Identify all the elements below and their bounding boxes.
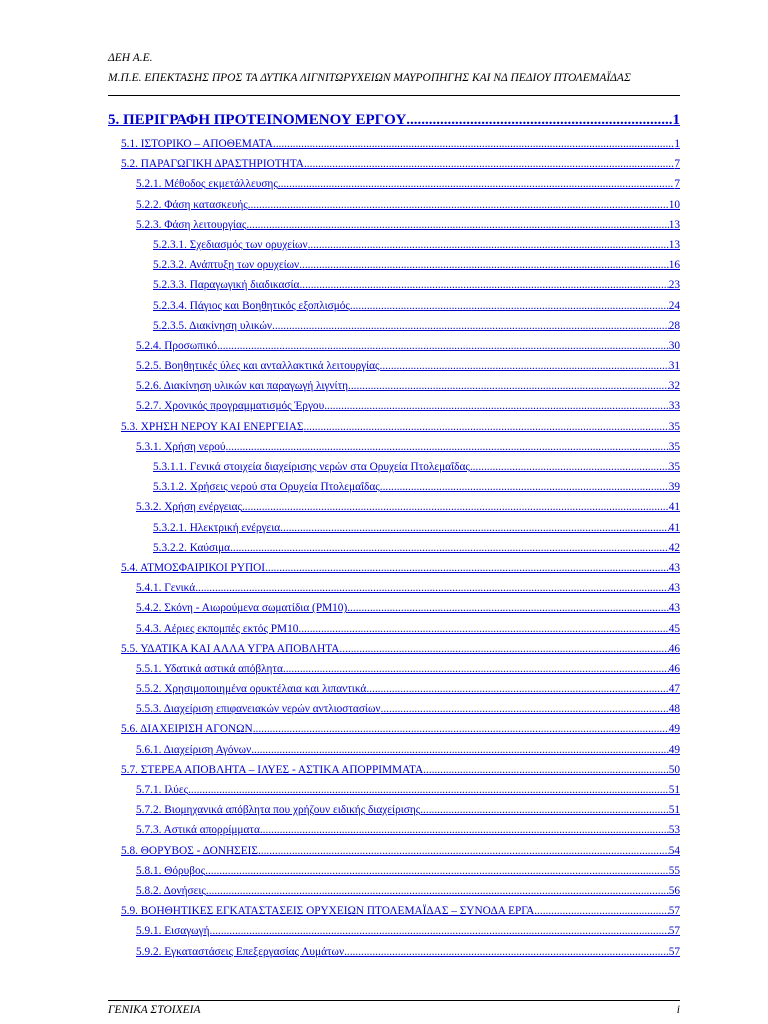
toc-leader-dots [283,659,669,679]
toc-entry-page: 28 [668,319,680,332]
toc-entry-page: 41 [668,521,680,534]
toc-entry-title: 5.3. ΧΡΗΣΗ ΝΕΡΟΥ ΚΑΙ ΕΝΕΡΓΕΙΑΣ [121,420,304,433]
toc-entry-title: 5.8.1. Θόρυβος [136,864,206,877]
toc-entry-page: 46 [668,662,680,675]
toc-entry[interactable] [108,679,680,699]
toc-entry[interactable] [108,760,680,780]
toc-entry-title: 5.7. ΣΤΕΡΕΑ ΑΠΟΒΛΗΤΑ – ΙΛΥΕΣ - ΑΣΤΙΚΑ ΑΠΟΡΡΙΜΜΑΤΑ [121,763,424,776]
toc-entry-title: 5.2.4. Προσωπικό [136,339,218,352]
header-company: ΔΕΗ Α.Ε. [108,52,153,64]
toc-entry-title: 5.4.2. Σκόνη - Αιωρούμενα σωματίδια (PM10) [136,602,348,615]
toc-entry[interactable] [108,497,680,517]
toc-entry[interactable] [108,316,680,336]
toc-entry[interactable] [108,457,680,477]
toc-entry-title: 5.2.7. Χρονικός προγραμματισμός Έργου [136,400,325,413]
toc-entry[interactable] [108,195,680,215]
toc-entry-title: 5.2.3. Φάση λειτουργίας [136,218,247,231]
toc-entry[interactable] [108,518,680,538]
toc-entry[interactable] [108,108,680,134]
toc-entry[interactable] [108,659,680,679]
toc-entry-page: 53 [668,824,680,837]
toc-entry-title: 5.5.1. Υδατικά αστικά απόβλητα [136,662,283,675]
toc-entry-page: 7 [674,158,680,171]
toc-entry-page: 16 [668,259,680,272]
toc-entry-page: 33 [668,400,680,413]
footer-section-label: ΓΕΝΙΚΑ ΣΤΟΙΧΕΙΑ [108,1004,201,1016]
toc-entry-page: 35 [668,420,680,433]
toc-entry-page: 1 [674,138,680,150]
toc-leader-dots [205,861,669,881]
toc-leader-dots [258,841,669,861]
toc-leader-dots [188,780,669,800]
toc-entry-title: 5.2.3.5. Διακίνηση υλικών [153,319,272,332]
toc-leader-dots [324,396,669,416]
toc-entry-title: 5.8. ΘΟΡΥΒΟΣ - ΔΟΝΗΣΕΙΣ [121,844,258,857]
toc-entry[interactable] [108,841,680,861]
toc-leader-dots [248,195,669,215]
toc-entry-title: 5.1. ΙΣΤΟΡΙΚΟ – ΑΠΟΘΕΜΑΤΑ [121,138,273,150]
toc-entry[interactable] [108,235,680,255]
toc-leader-dots [299,275,668,295]
toc-leader-dots [366,679,668,699]
toc-entry[interactable] [108,619,680,639]
toc-entry[interactable] [108,881,680,901]
toc-entry-page: 48 [668,703,680,716]
toc-entry[interactable] [108,942,680,962]
toc-entry-page: 7 [674,178,680,191]
toc-leader-dots [260,820,669,840]
toc-entry-page: 35 [668,440,680,453]
toc-entry-page: 43 [668,561,680,574]
toc-leader-dots [280,518,669,538]
toc-leader-dots [344,942,669,962]
toc-entry[interactable] [108,437,680,457]
toc-leader-dots [210,921,669,941]
toc-entry-title: 5.3.2.2. Καύσιμα [153,541,231,554]
page-header [108,48,680,88]
toc-entry-page: 45 [668,622,680,635]
toc-entry-title: 5.2.6. Διακίνηση υλικών και παραγωγή λιγνίτη [136,380,349,393]
toc-entry-page: 13 [668,218,680,231]
toc-entry[interactable] [108,578,680,598]
toc-entry[interactable] [108,275,680,295]
toc-entry-title: 5.2. ΠΑΡΑΓΩΓΙΚΗ ΔΡΑΣΤΗΡΙΟΤΗΤΑ [121,158,304,171]
toc-entry-page: 32 [668,380,680,393]
toc-leader-dots [246,215,668,235]
toc-leader-dots [278,174,675,194]
toc-leader-dots [381,699,669,719]
toc-entry[interactable] [108,861,680,881]
toc-leader-dots [230,538,669,558]
toc-entry[interactable] [108,699,680,719]
toc-leader-dots [423,760,669,780]
toc-entry-title: 5.2.3.1. Σχεδιασμός των ορυχείων [153,238,308,251]
toc-leader-dots [195,578,669,598]
toc-leader-dots [347,598,668,618]
toc-entry[interactable] [108,296,680,316]
toc-entry[interactable] [108,921,680,941]
toc-entry-title: 5.3.2.1. Ηλεκτρική ενέργεια [153,521,281,534]
toc-entry-page: 31 [668,360,680,373]
toc-entry-page: 42 [668,541,680,554]
toc-leader-dots [308,235,669,255]
toc-entry-title: 5.6.1. Διαχείριση Αγόνων [136,743,252,756]
toc-leader-dots [242,497,669,517]
toc-entry-title: 5.3.2. Χρήση ενέργειας [136,501,242,514]
toc-entry-page: 10 [668,198,680,211]
toc-entry-page: 24 [668,299,680,312]
toc-entry[interactable] [108,719,680,739]
toc-entry-title: 5.7.2. Βιομηχανικά απόβλητα που χρήζουν ειδικής διαχείρισης [136,804,421,817]
toc-entry[interactable] [108,558,680,578]
toc-entry[interactable] [108,820,680,840]
toc-entry[interactable] [108,780,680,800]
toc-entry-title: 5.4.3. Αέριες εκπομπές εκτός PM10 [136,622,299,635]
toc-leader-dots [339,639,668,659]
toc-entry-title: 5.2.2. Φάση κατασκευής [136,198,248,211]
toc-entry-page: 35 [668,461,680,473]
footer-page-number: i [676,1004,680,1016]
toc-entry-title: 5.9.1. Εισαγωγή [136,925,210,938]
toc-entry-title: 5. ΠΕΡΙΓΡΑΦΗ ΠΡΟΤΕΙΝΟΜΕΝΟΥ ΕΡΓΟΥ [108,112,407,128]
table-of-contents [108,108,680,962]
toc-entry-page: 57 [668,905,680,918]
toc-entry-title: 5.4.1. Γενικά [136,582,196,595]
toc-entry-page: 57 [668,925,680,938]
toc-entry-title: 5.5.2. Χρησιμοποιημένα ορυκτέλαια και λιπαντικά [136,683,367,696]
toc-entry[interactable] [108,800,680,820]
toc-leader-dots [348,376,669,396]
toc-entry-title: 5.3.1.1. Γενικά στοιχεία διαχείρισης νερών στα Ορυχεία Πτολεμαΐδας [153,461,470,473]
toc-entry-title: 5.3.1.2. Χρήσεις νερού στα Ορυχεία Πτολεμαΐδας [153,481,380,494]
toc-entry-title: 5.3.1. Χρήση νερού [136,440,226,453]
toc-entry-page: 23 [668,279,680,292]
toc-entry[interactable] [108,255,680,275]
toc-entry[interactable] [108,417,680,437]
toc-entry-page: 46 [668,642,680,655]
page-footer [108,1004,680,1016]
toc-entry-page: 51 [668,804,680,817]
toc-entry-title: 5.9.2. Εγκαταστάσεις Επεξεργασίας Λυμάτων [136,945,345,958]
toc-entry-title: 5.2.3.2. Ανάπτυξη των ορυχείων [153,259,300,272]
toc-leader-dots [265,558,669,578]
toc-entry[interactable] [108,356,680,376]
toc-leader-dots [253,719,669,739]
toc-entry-title: 5.8.2. Δονήσεις [136,884,206,897]
toc-entry-title: 5.2.1. Μέθοδος εκμετάλλευσης [136,178,278,191]
toc-entry-page: 49 [668,723,680,736]
toc-leader-dots [251,740,669,760]
toc-entry-title: 5.7.1. Ιλύες [136,784,189,796]
toc-entry-page: 49 [668,743,680,756]
toc-entry-title: 5.2.5. Βοηθητικές ύλες και ανταλλακτικά λειτουργίας [136,360,380,373]
toc-leader-dots [406,108,672,132]
toc-entry-page: 50 [668,763,680,776]
toc-entry[interactable] [108,396,680,416]
toc-entry[interactable] [108,154,680,174]
toc-entry[interactable] [108,215,680,235]
toc-leader-dots [206,881,669,901]
toc-leader-dots [273,134,674,154]
toc-entry-page: 39 [668,481,680,494]
toc-entry-title: 5.5. ΥΔΑΤΙΚΑ ΚΑΙ ΑΛΛΑ ΥΓΡΑ ΑΠΟΒΛΗΤΑ [121,642,340,655]
toc-leader-dots [420,800,668,820]
toc-entry-page: 43 [668,582,680,595]
footer-divider [108,1000,680,1001]
toc-entry[interactable] [108,901,680,921]
toc-entry-page: 54 [668,844,680,857]
toc-leader-dots [470,457,669,477]
toc-leader-dots [304,154,674,174]
toc-entry-page: 47 [668,683,680,696]
toc-leader-dots [380,477,669,497]
toc-entry-page: 13 [668,238,680,251]
toc-entry-title: 5.6. ΔΙΑΧΕΙΡΙΣΗ ΑΓΟΝΩΝ [121,723,253,736]
toc-entry[interactable] [108,336,680,356]
toc-leader-dots [298,619,668,639]
toc-leader-dots [304,417,669,437]
toc-entry[interactable] [108,376,680,396]
toc-entry-title: 5.2.3.3. Παραγωγική διαδικασία [153,279,300,292]
toc-entry-page: 1 [672,112,680,128]
toc-leader-dots [350,296,669,316]
toc-entry-page: 56 [668,884,680,897]
toc-entry[interactable] [108,639,680,659]
toc-entry[interactable] [108,477,680,497]
toc-entry-page: 55 [668,864,680,877]
toc-entry[interactable] [108,538,680,558]
toc-leader-dots [380,356,669,376]
toc-leader-dots [299,255,669,275]
toc-leader-dots [272,316,669,336]
header-document-title: Μ.Π.Ε. ΕΠΕΚΤΑΣΗΣ ΠΡΟΣ ΤΑ ΔΥΤΙΚΑ ΛΙΓΝΙΤΩΡΥΧΕΙΩΝ ΜΑΥΡΟΠΗΓΗΣ ΚΑΙ ΝΔ ΠΕΔΙΟΥ ΠΤΟΛΕΜΑΪΔΑΣ [108,72,631,84]
toc-entry-page: 41 [668,501,680,514]
toc-entry[interactable] [108,174,680,194]
toc-leader-dots [226,437,669,457]
toc-entry-page: 43 [668,602,680,615]
toc-entry-title: 5.4. ΑΤΜΟΣΦΑΙΡΙΚΟΙ ΡΥΠΟΙ [121,561,266,574]
toc-entry-page: 57 [668,945,680,958]
toc-entry-title: 5.2.3.4. Πάγιος και Βοηθητικός εξοπλισμός [153,299,350,312]
toc-leader-dots [534,901,668,921]
toc-entry[interactable] [108,740,680,760]
toc-entry-title: 5.7.3. Αστικά απορρίμματα [136,824,260,837]
toc-entry-page: 51 [668,784,680,796]
toc-leader-dots [217,336,669,356]
header-divider [108,95,680,96]
toc-entry[interactable] [108,598,680,618]
toc-entry-title: 5.5.3. Διαχείριση επιφανειακών νερών αντλιοστασίων [136,703,381,716]
toc-entry-page: 30 [668,339,680,352]
toc-entry[interactable] [108,134,680,154]
toc-entry-title: 5.9. ΒΟΗΘΗΤΙΚΕΣ ΕΓΚΑΤΑΣΤΑΣΕΙΣ ΟΡΥΧΕΙΩΝ ΠΤΟΛΕΜΑΪΔΑΣ – ΣΥΝΟΔΑ ΕΡΓΑ [121,905,535,918]
